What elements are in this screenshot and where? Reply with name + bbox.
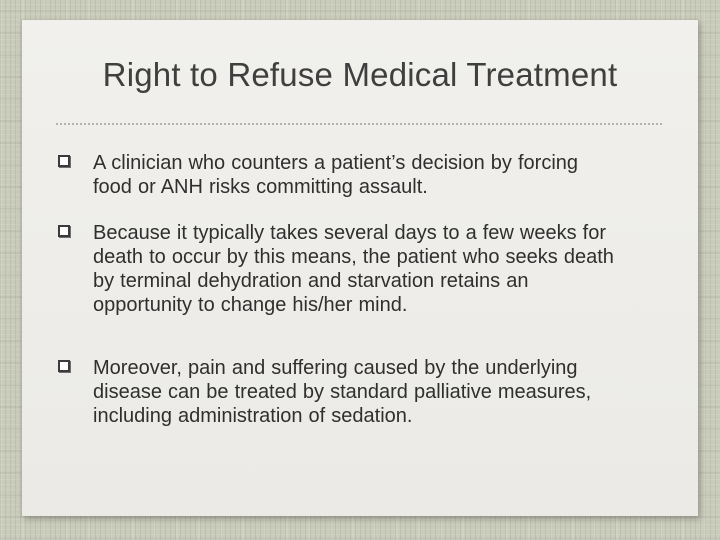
bullet-item xyxy=(58,221,618,317)
bullet-item xyxy=(58,151,618,199)
bullet-item xyxy=(58,356,618,428)
title-divider xyxy=(56,123,662,125)
checkbox-icon xyxy=(58,225,70,237)
checkbox-icon xyxy=(58,360,70,372)
slide-title: Right to Refuse Medical Treatment xyxy=(102,56,618,93)
bullet-text: Because it typically takes several days to a few weeks for death to occur by this means, the patient who seeks death by terminal dehydration and starvation retains an opportunity to change his/her mind. xyxy=(93,222,614,316)
bullet-text: A clinician who counters a patient’s decision by forcing food or ANH risks committing assault. xyxy=(93,152,579,198)
checkbox-icon xyxy=(58,155,70,167)
bullet-text: Moreover, pain and suffering caused by the underlying disease can be treated by standard palliative measures, including administration of sedation. xyxy=(93,357,592,427)
